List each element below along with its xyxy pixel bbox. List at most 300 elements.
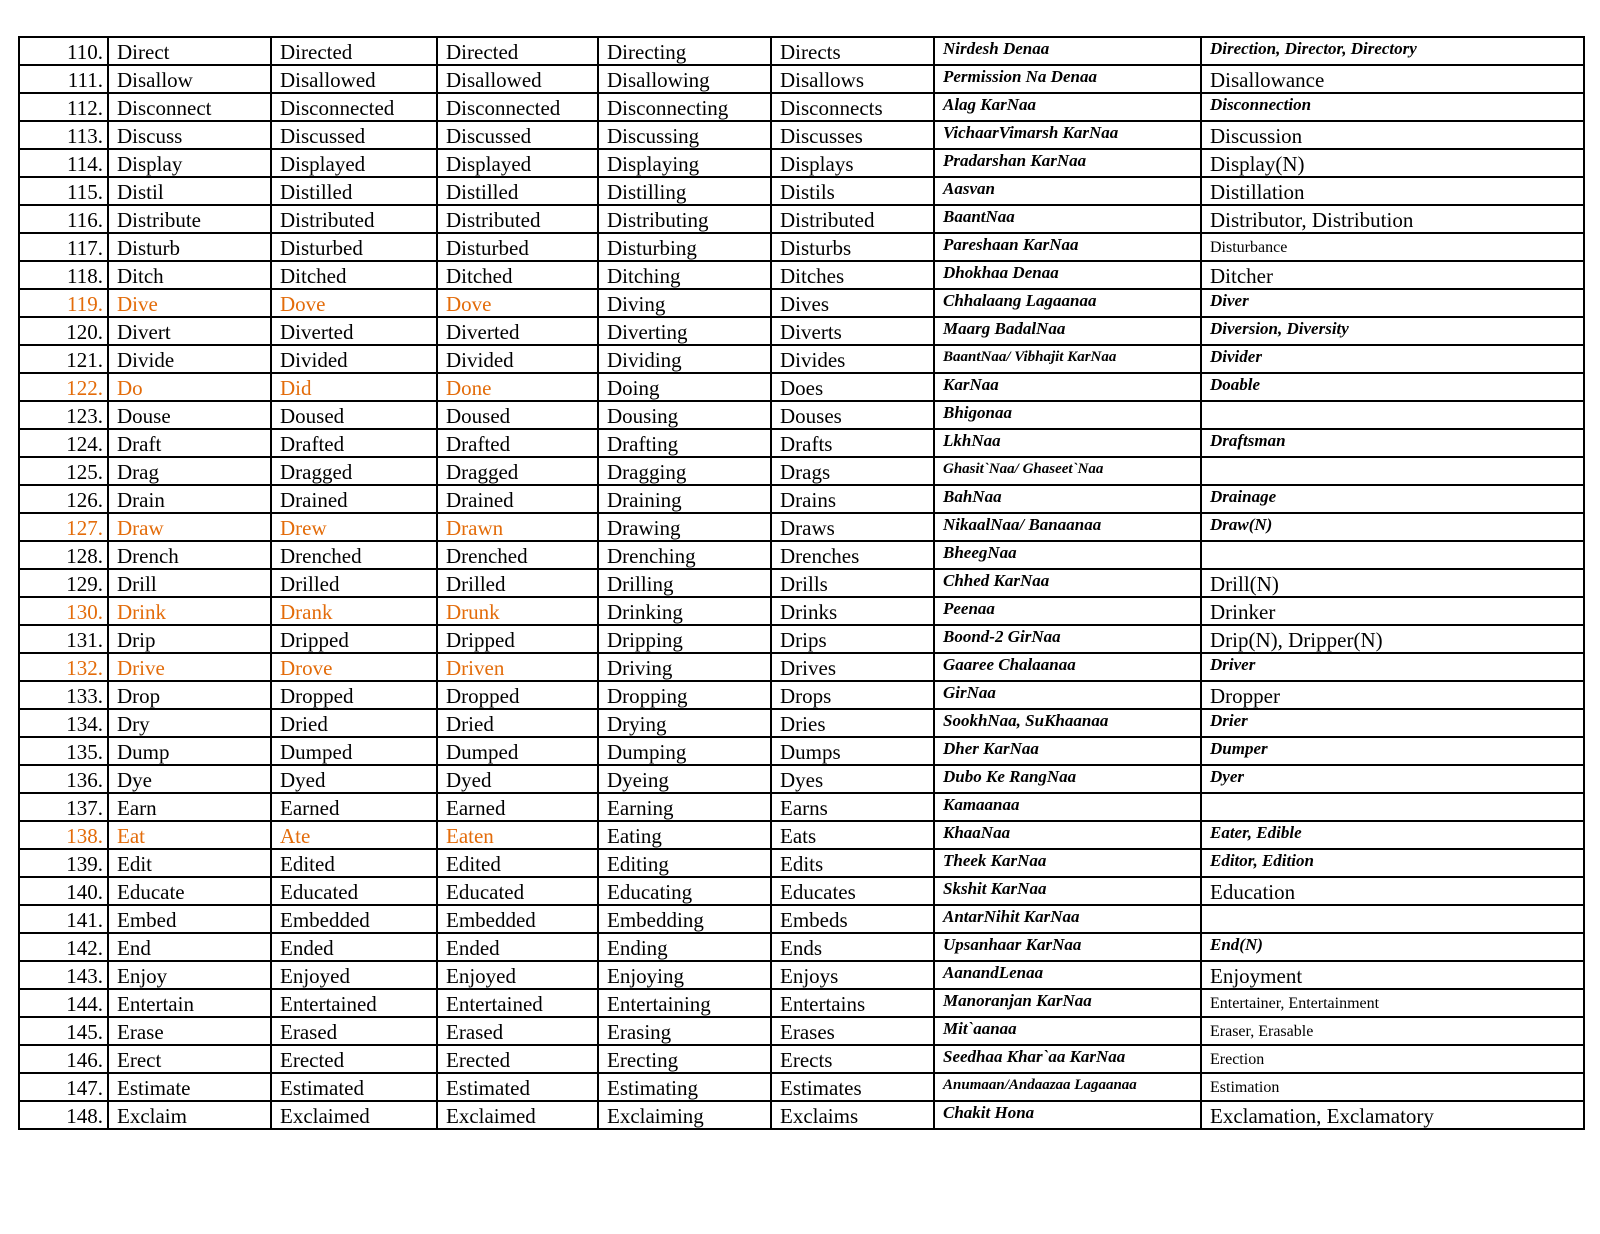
derived-words: Dumper — [1201, 737, 1584, 765]
base-form: Drive — [108, 653, 271, 681]
hindi-meaning: AntarNihit KarNaa — [934, 905, 1201, 933]
ing-form: Editing — [598, 849, 771, 877]
row-number: 127. — [19, 513, 108, 541]
ing-form: Diving — [598, 289, 771, 317]
derived-words: Driver — [1201, 653, 1584, 681]
table-row — [19, 457, 1584, 485]
s-form: Drives — [771, 653, 934, 681]
table-row — [19, 653, 1584, 681]
past-participle: Directed — [437, 37, 598, 65]
past-participle: Estimated — [437, 1073, 598, 1101]
hindi-meaning: Permission Na Denaa — [934, 65, 1201, 93]
past-participle: Dove — [437, 289, 598, 317]
past-form: Drilled — [271, 569, 437, 597]
ing-form: Dropping — [598, 681, 771, 709]
past-form: Disconnected — [271, 93, 437, 121]
derived-words: Discussion — [1201, 121, 1584, 149]
base-form: Earn — [108, 793, 271, 821]
hindi-meaning: Theek KarNaa — [934, 849, 1201, 877]
derived-words: Dyer — [1201, 765, 1584, 793]
table-row — [19, 709, 1584, 737]
s-form: Draws — [771, 513, 934, 541]
ing-form: Earning — [598, 793, 771, 821]
past-form: Educated — [271, 877, 437, 905]
row-number: 120. — [19, 317, 108, 345]
base-form: Dump — [108, 737, 271, 765]
derived-words — [1201, 793, 1584, 821]
ing-form: Disallowing — [598, 65, 771, 93]
hindi-meaning: Boond-2 GirNaa — [934, 625, 1201, 653]
s-form: Dives — [771, 289, 934, 317]
derived-words: Ditcher — [1201, 261, 1584, 289]
table-row — [19, 121, 1584, 149]
past-form: Estimated — [271, 1073, 437, 1101]
row-number: 123. — [19, 401, 108, 429]
row-number: 147. — [19, 1073, 108, 1101]
s-form: Earns — [771, 793, 934, 821]
past-participle: Eaten — [437, 821, 598, 849]
past-form: Dyed — [271, 765, 437, 793]
table-row — [19, 429, 1584, 457]
ing-form: Diverting — [598, 317, 771, 345]
past-participle: Done — [437, 373, 598, 401]
ing-form: Educating — [598, 877, 771, 905]
ing-form: Dumping — [598, 737, 771, 765]
past-participle: Doused — [437, 401, 598, 429]
s-form: Educates — [771, 877, 934, 905]
table-row — [19, 177, 1584, 205]
base-form: Edit — [108, 849, 271, 877]
past-participle: Drawn — [437, 513, 598, 541]
past-participle: Dumped — [437, 737, 598, 765]
hindi-meaning: Aasvan — [934, 177, 1201, 205]
s-form: Douses — [771, 401, 934, 429]
hindi-meaning: Dubo Ke RangNaa — [934, 765, 1201, 793]
past-form: Divided — [271, 345, 437, 373]
table-row — [19, 961, 1584, 989]
past-form: Displayed — [271, 149, 437, 177]
past-participle: Divided — [437, 345, 598, 373]
base-form: Erase — [108, 1017, 271, 1045]
table-row — [19, 93, 1584, 121]
past-participle: Disallowed — [437, 65, 598, 93]
ing-form: Driving — [598, 653, 771, 681]
derived-words — [1201, 905, 1584, 933]
hindi-meaning: Kamaanaa — [934, 793, 1201, 821]
hindi-meaning: Peenaa — [934, 597, 1201, 625]
derived-words: Estimation — [1201, 1073, 1584, 1101]
hindi-meaning: Pradarshan KarNaa — [934, 149, 1201, 177]
ing-form: Displaying — [598, 149, 771, 177]
past-form: Embedded — [271, 905, 437, 933]
past-form: Erected — [271, 1045, 437, 1073]
past-form: Drenched — [271, 541, 437, 569]
s-form: Drenches — [771, 541, 934, 569]
past-form: Ended — [271, 933, 437, 961]
hindi-meaning: KarNaa — [934, 373, 1201, 401]
hindi-meaning: VichaarVimarsh KarNaa — [934, 121, 1201, 149]
s-form: Does — [771, 373, 934, 401]
ing-form: Exclaiming — [598, 1101, 771, 1129]
ing-form: Doing — [598, 373, 771, 401]
hindi-meaning: Maarg BadalNaa — [934, 317, 1201, 345]
table-row — [19, 625, 1584, 653]
past-form: Dumped — [271, 737, 437, 765]
derived-words: Disconnection — [1201, 93, 1584, 121]
past-participle: Disconnected — [437, 93, 598, 121]
derived-words: Distributor, Distribution — [1201, 205, 1584, 233]
derived-words: Erection — [1201, 1045, 1584, 1073]
base-form: Drill — [108, 569, 271, 597]
row-number: 125. — [19, 457, 108, 485]
ing-form: Distilling — [598, 177, 771, 205]
hindi-meaning: LkhNaa — [934, 429, 1201, 457]
past-form: Distilled — [271, 177, 437, 205]
derived-words: Diversion, Diversity — [1201, 317, 1584, 345]
past-participle: Enjoyed — [437, 961, 598, 989]
s-form: Discusses — [771, 121, 934, 149]
ing-form: Drenching — [598, 541, 771, 569]
past-participle: Earned — [437, 793, 598, 821]
past-form: Dripped — [271, 625, 437, 653]
table-row — [19, 793, 1584, 821]
past-form: Doused — [271, 401, 437, 429]
derived-words: Eater, Edible — [1201, 821, 1584, 849]
base-form: Exclaim — [108, 1101, 271, 1129]
s-form: Drafts — [771, 429, 934, 457]
derived-words: Diver — [1201, 289, 1584, 317]
derived-words: Dropper — [1201, 681, 1584, 709]
past-form: Exclaimed — [271, 1101, 437, 1129]
table-row — [19, 765, 1584, 793]
past-participle: Dripped — [437, 625, 598, 653]
ing-form: Eating — [598, 821, 771, 849]
past-form: Ditched — [271, 261, 437, 289]
row-number: 148. — [19, 1101, 108, 1129]
row-number: 145. — [19, 1017, 108, 1045]
ing-form: Dragging — [598, 457, 771, 485]
past-form: Disturbed — [271, 233, 437, 261]
row-number: 134. — [19, 709, 108, 737]
row-number: 119. — [19, 289, 108, 317]
derived-words: Editor, Edition — [1201, 849, 1584, 877]
s-form: Dumps — [771, 737, 934, 765]
ing-form: Erecting — [598, 1045, 771, 1073]
base-form: Enjoy — [108, 961, 271, 989]
hindi-meaning: Bhigonaa — [934, 401, 1201, 429]
base-form: Do — [108, 373, 271, 401]
past-form: Erased — [271, 1017, 437, 1045]
s-form: Disturbs — [771, 233, 934, 261]
row-number: 112. — [19, 93, 108, 121]
row-number: 140. — [19, 877, 108, 905]
past-participle: Distributed — [437, 205, 598, 233]
past-participle: Edited — [437, 849, 598, 877]
derived-words — [1201, 401, 1584, 429]
hindi-meaning: BaantNaa/ Vibhajit KarNaa — [934, 345, 1201, 373]
s-form: Edits — [771, 849, 934, 877]
base-form: Douse — [108, 401, 271, 429]
hindi-meaning: BahNaa — [934, 485, 1201, 513]
ing-form: Drawing — [598, 513, 771, 541]
base-form: Dry — [108, 709, 271, 737]
table-row — [19, 989, 1584, 1017]
s-form: Displays — [771, 149, 934, 177]
past-participle: Diverted — [437, 317, 598, 345]
past-form: Drained — [271, 485, 437, 513]
s-form: Drops — [771, 681, 934, 709]
base-form: Disallow — [108, 65, 271, 93]
past-participle: Dried — [437, 709, 598, 737]
table-row — [19, 289, 1584, 317]
row-number: 143. — [19, 961, 108, 989]
s-form: Exclaims — [771, 1101, 934, 1129]
derived-words — [1201, 541, 1584, 569]
s-form: Drips — [771, 625, 934, 653]
s-form: Disconnects — [771, 93, 934, 121]
base-form: End — [108, 933, 271, 961]
past-form: Entertained — [271, 989, 437, 1017]
past-participle: Drafted — [437, 429, 598, 457]
ing-form: Embedding — [598, 905, 771, 933]
base-form: Draw — [108, 513, 271, 541]
hindi-meaning: Upsanhaar KarNaa — [934, 933, 1201, 961]
row-number: 128. — [19, 541, 108, 569]
past-participle: Embedded — [437, 905, 598, 933]
past-form: Dragged — [271, 457, 437, 485]
past-participle: Dragged — [437, 457, 598, 485]
derived-words: Drier — [1201, 709, 1584, 737]
derived-words: Direction, Director, Directory — [1201, 37, 1584, 65]
derived-words: Exclamation, Exclamatory — [1201, 1101, 1584, 1129]
row-number: 139. — [19, 849, 108, 877]
base-form: Embed — [108, 905, 271, 933]
derived-words: Entertainer, Entertainment — [1201, 989, 1584, 1017]
past-participle: Drilled — [437, 569, 598, 597]
ing-form: Directing — [598, 37, 771, 65]
row-number: 131. — [19, 625, 108, 653]
table-row — [19, 261, 1584, 289]
derived-words: Draftsman — [1201, 429, 1584, 457]
hindi-meaning: Gaaree Chalaanaa — [934, 653, 1201, 681]
past-form: Directed — [271, 37, 437, 65]
derived-words: Drill(N) — [1201, 569, 1584, 597]
hindi-meaning: BaantNaa — [934, 205, 1201, 233]
s-form: Ditches — [771, 261, 934, 289]
past-participle: Drunk — [437, 597, 598, 625]
row-number: 138. — [19, 821, 108, 849]
table-row — [19, 737, 1584, 765]
table-row — [19, 541, 1584, 569]
s-form: Drinks — [771, 597, 934, 625]
past-form: Drank — [271, 597, 437, 625]
table-row — [19, 849, 1584, 877]
row-number: 130. — [19, 597, 108, 625]
derived-words: Enjoyment — [1201, 961, 1584, 989]
ing-form: Entertaining — [598, 989, 771, 1017]
table-row — [19, 65, 1584, 93]
ing-form: Estimating — [598, 1073, 771, 1101]
ing-form: Disturbing — [598, 233, 771, 261]
s-form: Estimates — [771, 1073, 934, 1101]
base-form: Drench — [108, 541, 271, 569]
past-participle: Discussed — [437, 121, 598, 149]
ing-form: Drafting — [598, 429, 771, 457]
verb-table-body — [19, 37, 1584, 1129]
base-form: Ditch — [108, 261, 271, 289]
past-participle: Dropped — [437, 681, 598, 709]
table-row — [19, 681, 1584, 709]
ing-form: Dripping — [598, 625, 771, 653]
base-form: Drip — [108, 625, 271, 653]
base-form: Divide — [108, 345, 271, 373]
s-form: Distils — [771, 177, 934, 205]
base-form: Discuss — [108, 121, 271, 149]
table-row — [19, 205, 1584, 233]
past-participle: Drained — [437, 485, 598, 513]
base-form: Drop — [108, 681, 271, 709]
past-form: Dove — [271, 289, 437, 317]
base-form: Drink — [108, 597, 271, 625]
hindi-meaning: Ghasit`Naa/ Ghaseet`Naa — [934, 457, 1201, 485]
ing-form: Ditching — [598, 261, 771, 289]
hindi-meaning: Manoranjan KarNaa — [934, 989, 1201, 1017]
past-participle: Dyed — [437, 765, 598, 793]
past-form: Edited — [271, 849, 437, 877]
table-row — [19, 37, 1584, 65]
row-number: 133. — [19, 681, 108, 709]
derived-words: Education — [1201, 877, 1584, 905]
past-participle: Exclaimed — [437, 1101, 598, 1129]
s-form: Directs — [771, 37, 934, 65]
past-participle: Ditched — [437, 261, 598, 289]
row-number: 114. — [19, 149, 108, 177]
hindi-meaning: KhaaNaa — [934, 821, 1201, 849]
past-form: Discussed — [271, 121, 437, 149]
hindi-meaning: Dher KarNaa — [934, 737, 1201, 765]
ing-form: Draining — [598, 485, 771, 513]
base-form: Educate — [108, 877, 271, 905]
table-row — [19, 149, 1584, 177]
row-number: 136. — [19, 765, 108, 793]
s-form: Enjoys — [771, 961, 934, 989]
hindi-meaning: Dhokhaa Denaa — [934, 261, 1201, 289]
ing-form: Discussing — [598, 121, 771, 149]
row-number: 141. — [19, 905, 108, 933]
row-number: 118. — [19, 261, 108, 289]
table-row — [19, 1017, 1584, 1045]
base-form: Draft — [108, 429, 271, 457]
past-form: Enjoyed — [271, 961, 437, 989]
table-row — [19, 233, 1584, 261]
row-number: 117. — [19, 233, 108, 261]
ing-form: Ending — [598, 933, 771, 961]
ing-form: Erasing — [598, 1017, 771, 1045]
hindi-meaning: SookhNaa, SuKhaanaa — [934, 709, 1201, 737]
table-row — [19, 933, 1584, 961]
s-form: Ends — [771, 933, 934, 961]
past-form: Drew — [271, 513, 437, 541]
derived-words: Disallowance — [1201, 65, 1584, 93]
hindi-meaning: Chakit Hona — [934, 1101, 1201, 1129]
row-number: 146. — [19, 1045, 108, 1073]
row-number: 111. — [19, 65, 108, 93]
ing-form: Drilling — [598, 569, 771, 597]
s-form: Erects — [771, 1045, 934, 1073]
base-form: Eat — [108, 821, 271, 849]
row-number: 132. — [19, 653, 108, 681]
s-form: Disallows — [771, 65, 934, 93]
hindi-meaning: Chhed KarNaa — [934, 569, 1201, 597]
table-row — [19, 345, 1584, 373]
base-form: Erect — [108, 1045, 271, 1073]
past-participle: Drenched — [437, 541, 598, 569]
verb-forms-table — [18, 36, 1585, 1130]
derived-words: Distillation — [1201, 177, 1584, 205]
ing-form: Dividing — [598, 345, 771, 373]
hindi-meaning: NikaalNaa/ Banaanaa — [934, 513, 1201, 541]
table-row — [19, 485, 1584, 513]
row-number: 142. — [19, 933, 108, 961]
s-form: Erases — [771, 1017, 934, 1045]
table-row — [19, 569, 1584, 597]
table-row — [19, 597, 1584, 625]
hindi-meaning: Nirdesh Denaa — [934, 37, 1201, 65]
past-form: Disallowed — [271, 65, 437, 93]
derived-words: End(N) — [1201, 933, 1584, 961]
row-number: 126. — [19, 485, 108, 513]
past-form: Dropped — [271, 681, 437, 709]
row-number: 115. — [19, 177, 108, 205]
past-participle: Entertained — [437, 989, 598, 1017]
row-number: 135. — [19, 737, 108, 765]
ing-form: Drinking — [598, 597, 771, 625]
table-row — [19, 877, 1584, 905]
row-number: 129. — [19, 569, 108, 597]
derived-words: Divider — [1201, 345, 1584, 373]
past-participle: Ended — [437, 933, 598, 961]
past-participle: Educated — [437, 877, 598, 905]
base-form: Drain — [108, 485, 271, 513]
ing-form: Drying — [598, 709, 771, 737]
ing-form: Enjoying — [598, 961, 771, 989]
row-number: 124. — [19, 429, 108, 457]
past-form: Drove — [271, 653, 437, 681]
table-row — [19, 905, 1584, 933]
s-form: Entertains — [771, 989, 934, 1017]
derived-words: Disturbance — [1201, 233, 1584, 261]
past-form: Dried — [271, 709, 437, 737]
hindi-meaning: Mit`aanaa — [934, 1017, 1201, 1045]
base-form: Display — [108, 149, 271, 177]
hindi-meaning: Chhalaang Lagaanaa — [934, 289, 1201, 317]
derived-words: Drinker — [1201, 597, 1584, 625]
base-form: Entertain — [108, 989, 271, 1017]
past-form: Earned — [271, 793, 437, 821]
ing-form: Disconnecting — [598, 93, 771, 121]
past-participle: Driven — [437, 653, 598, 681]
hindi-meaning: Anumaan/Andaazaa Lagaanaa — [934, 1073, 1201, 1101]
table-row — [19, 1073, 1584, 1101]
past-form: Diverted — [271, 317, 437, 345]
row-number: 113. — [19, 121, 108, 149]
past-form: Drafted — [271, 429, 437, 457]
table-row — [19, 401, 1584, 429]
hindi-meaning: BheegNaa — [934, 541, 1201, 569]
hindi-meaning: AanandLenaa — [934, 961, 1201, 989]
s-form: Dyes — [771, 765, 934, 793]
row-number: 116. — [19, 205, 108, 233]
